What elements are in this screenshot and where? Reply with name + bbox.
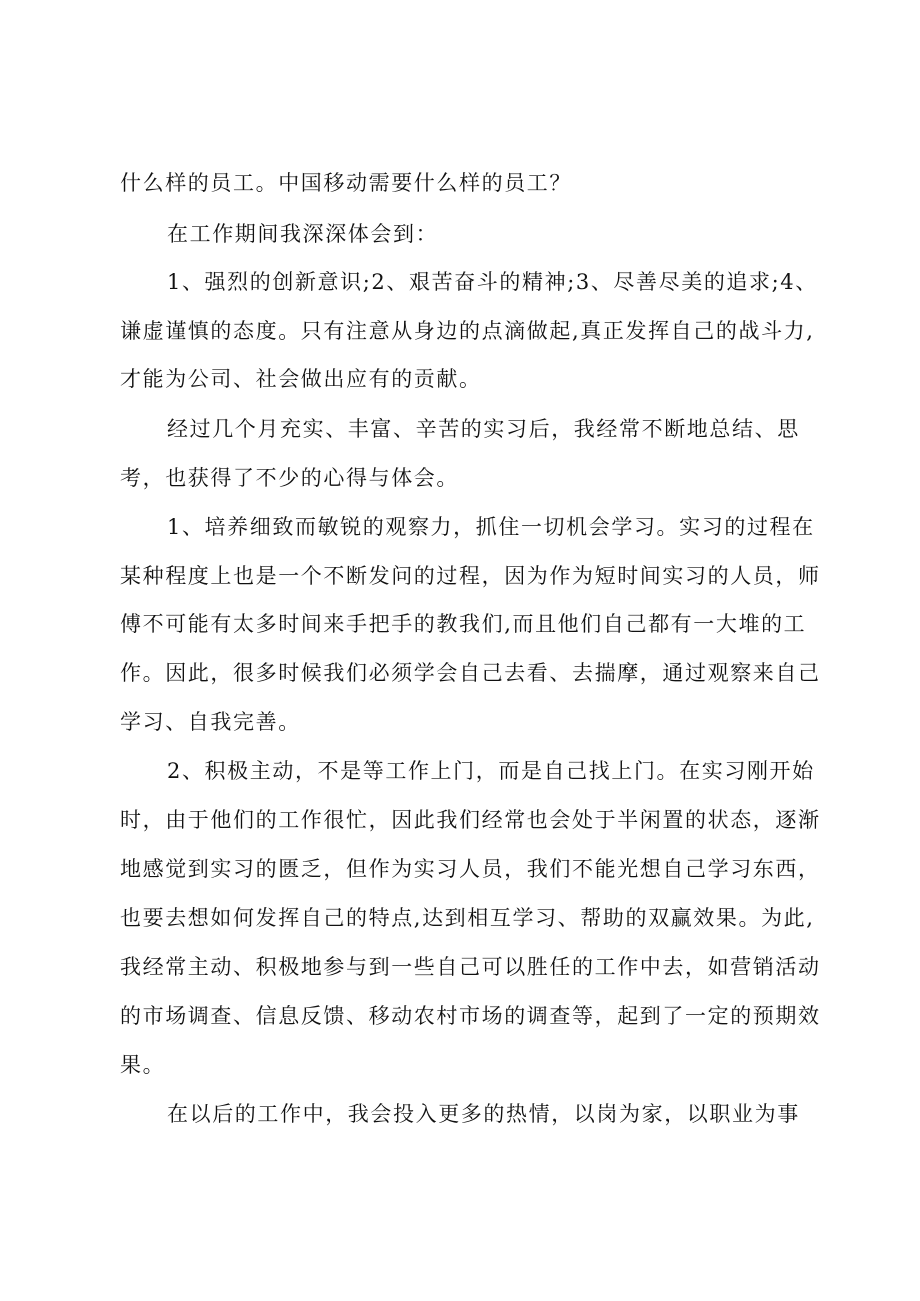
text-line: 地感觉到实习的匮乏，但作为实习人员，我们不能光想自己学习东西， [120, 857, 821, 881]
text-line: 经过几个月充实、丰富、辛苦的实习后，我经常不断地总结、思 [167, 417, 800, 441]
text-line: 作。因此，很多时候我们必须学会自己去看、去揣摩，通过观察来自己 [120, 661, 821, 685]
text-line: 什么样的员工。中国移动需要什么样的员工？ [120, 171, 572, 195]
text-line: 学习、自我完善。 [120, 710, 301, 734]
text-line: 某种程度上也是一个不断发问的过程，因为作为短时间实习的人员，师 [120, 564, 821, 588]
text-line: 考，也获得了不少的心得与体会。 [120, 466, 459, 490]
text-line: 才能为公司、社会做出应有的贡献。 [120, 367, 482, 391]
text-line: 在工作期间我深深体会到： [167, 222, 439, 246]
text-line: 1、强烈的创新意识;2、艰苦奋斗的精神;3、尽善尽美的追求;4、 [167, 270, 818, 294]
text-line: 的市场调查、信息反馈、移动农村市场的调查等，起到了一定的预期效 [120, 1004, 821, 1028]
text-line: 傅不可能有太多时间来手把手的教我们,而且他们自己都有一大堆的工 [120, 612, 807, 636]
text-line: 时，由于他们的工作很忙，因此我们经常也会处于半闲置的状态，逐渐 [120, 808, 821, 832]
text-line: 我经常主动、积极地参与到一些自己可以胜任的工作中去，如营销活动 [120, 955, 821, 979]
text-line: 在以后的工作中，我会投入更多的热情，以岗为家，以职业为事 [167, 1102, 800, 1126]
text-line: 谦虚谨慎的态度。只有注意从身边的点滴做起,真正发挥自己的战斗力, [120, 319, 815, 343]
text-line: 1、培养细致而敏锐的观察力，抓住一切机会学习。实习的过程在 [167, 515, 815, 539]
text-line: 也要去想如何发挥自己的特点,达到相互学习、帮助的双赢效果。为此, [120, 906, 815, 930]
text-line: 果。 [120, 1053, 166, 1077]
text-line: 2、积极主动，不是等工作上门，而是自己找上门。在实习刚开始 [167, 759, 815, 783]
